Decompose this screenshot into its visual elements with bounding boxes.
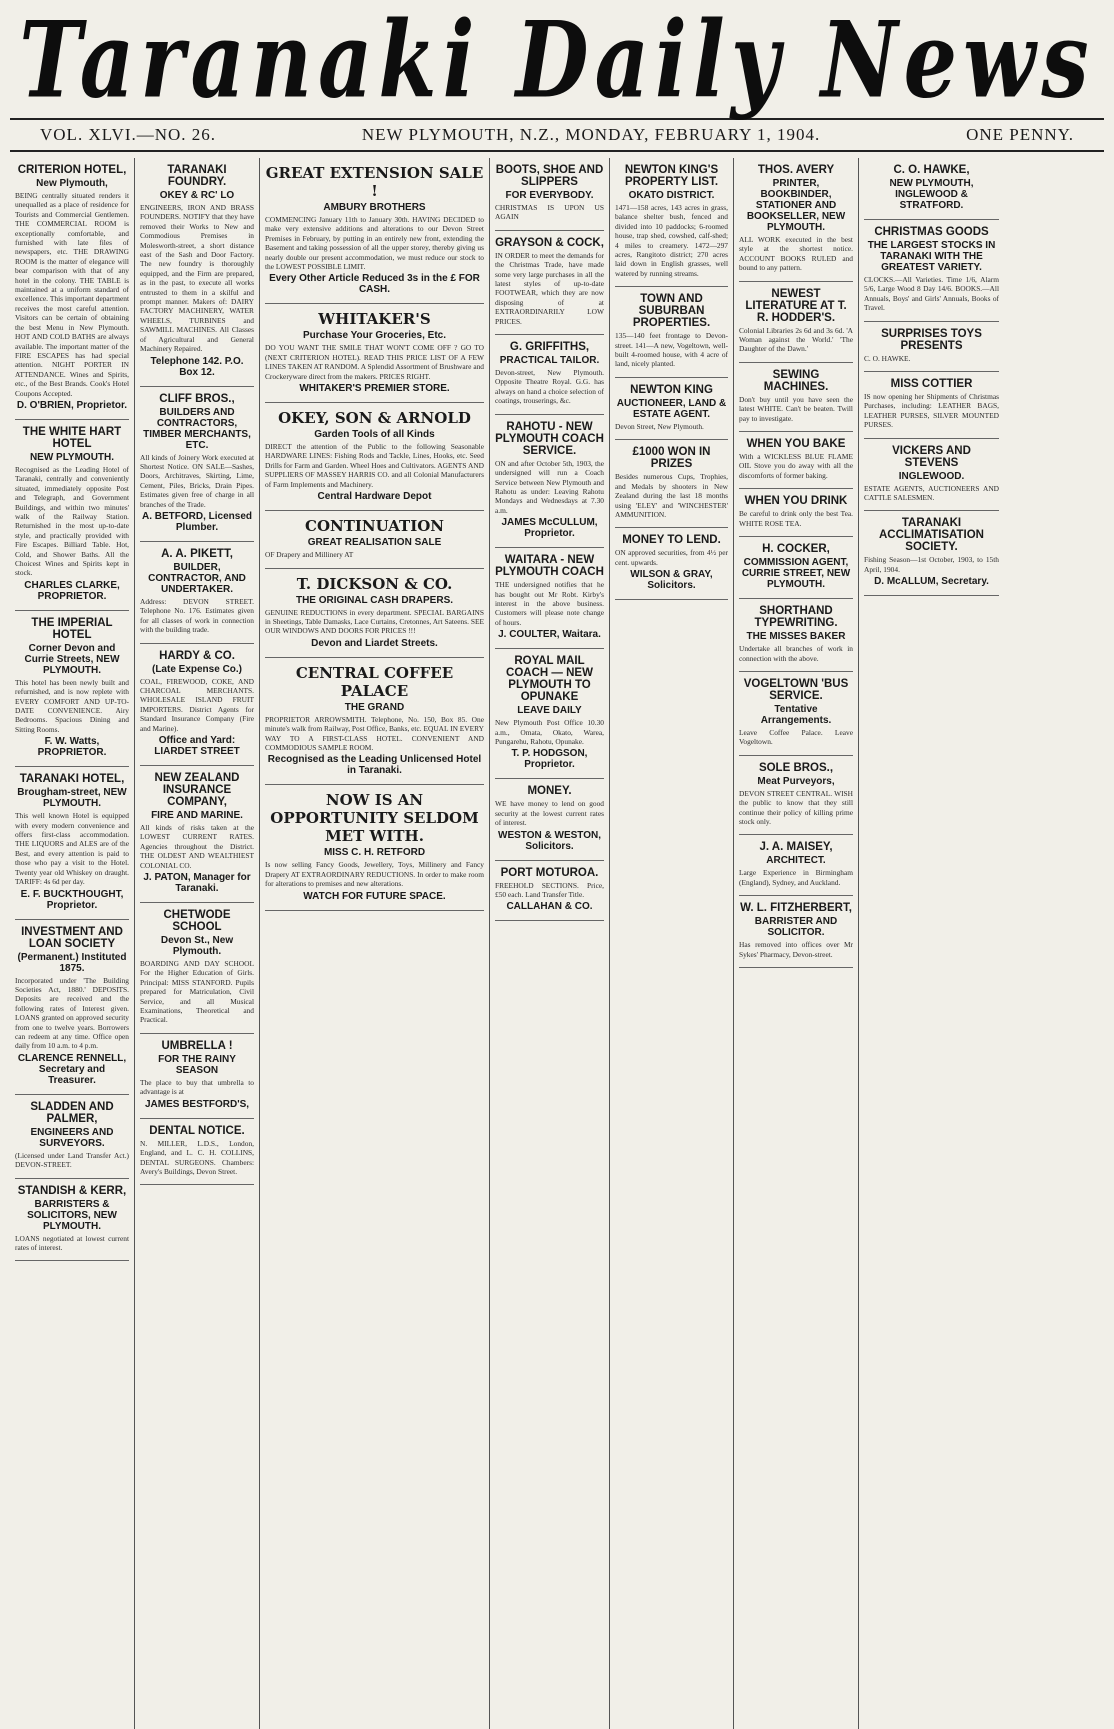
masthead <box>10 0 1104 121</box>
column-7 <box>859 158 1004 1729</box>
ad-subheading: INGLEWOOD. <box>898 470 965 482</box>
ad-subheading: Garden Tools of all Kinds <box>314 429 435 441</box>
ad-subheading: OKATO DISTRICT. <box>628 190 715 201</box>
advertisement <box>495 779 604 860</box>
ad-body: Devon-street, New Plymouth. Opposite Theatre Royal. G.G. has always on hand a choice selection of coatings, trouserings, &c. <box>495 368 604 406</box>
ad-subheading: THE MISSES BAKER <box>746 631 846 643</box>
ad-subheading: FIRE AND MARINE. <box>151 810 243 821</box>
ad-body: BEING centrally situated renders it unequalled as a place of residence for Tourists and Commercial Gentlemen. THE COMMERCIAL ROOM is exceptionally comfortable, and furnished with late files of newspapers, etc. THE DRAWING ROOM is the matter of elegance will bear comparison with that of any hotel in the colony. THE TABLE is maintained at a uniform standard of excellence. This important department receives the most careful attention. Visitors can be certain of obtaining the best Menu in New Plymouth. HOT AND COLD BATHS are always available. The important matter of the FIRE ESCAPES has had special attention. NIGHT PORTER IN ATTENDANCE. Wines and Spirits, etc., of the Best Brands. Cook's Hotel Coupons Accepted. <box>15 191 129 398</box>
ad-signature: WESTON & WESTON, Solicitors. <box>498 829 601 852</box>
advertisement <box>15 920 129 1095</box>
ad-heading: TARANAKI HOTEL, <box>19 773 125 786</box>
ad-heading: VICKERS AND STEVENS <box>892 444 971 469</box>
ad-body: FREEHOLD SECTIONS. Price, £50 each. Land Transfer Title. <box>495 880 604 899</box>
advertisement <box>739 756 853 836</box>
advertisement <box>15 158 129 420</box>
ad-heading: W. L. FITZHERBERT, <box>740 902 852 915</box>
column-2 <box>135 158 260 1729</box>
ad-signature: CLARENCE RENNELL, Secretary and Treasurer. <box>17 1052 127 1086</box>
ad-heading: VOGELTOWN 'BUS SERVICE. <box>743 677 849 702</box>
advertisement <box>739 158 853 282</box>
ad-body: COAL, FIREWOOD, COKE, AND CHARCOAL MERCHANTS. WHOLESALE ISLAND FRUIT IMPORTERS. District Agents for Standard Insurance Company (Fire and Marine). <box>140 676 254 733</box>
advertisement <box>140 158 254 387</box>
ad-subheading: Meat Purveyors, <box>757 775 835 787</box>
ad-heading: SEWING MACHINES. <box>763 368 829 393</box>
ad-subheading: MISS C. H. RETFORD <box>323 847 426 859</box>
ad-body: Leave Coffee Palace. Leave Vogeltown. <box>739 727 853 747</box>
ad-signature: D. O'BRIEN, Proprietor. <box>16 399 128 411</box>
advertisement <box>265 158 484 304</box>
ad-body: New Plymouth Post Office 10.30 a.m., Omata, Okato, Warea, Pungarehu, Rahotu, Opunake. <box>495 718 604 746</box>
ad-signature: T. P. HODGSON, Proprietor. <box>511 748 588 771</box>
advertisement <box>15 1095 129 1179</box>
volume-number: VOL. XLVI.—NO. 26. <box>40 125 217 144</box>
ad-body: Large Experience in Birmingham (England), Sydney, and Auckland. <box>739 868 853 887</box>
ad-heading: TARANAKI FOUNDRY. <box>167 164 227 188</box>
ad-signature: Recognised as the Leading Unlicensed Hotel in Taranaki. <box>267 754 482 777</box>
ad-body: Devon Street, New Plymouth. <box>615 421 704 431</box>
ad-body: ENGINEERS, IRON AND BRASS FOUNDERS. NOTIFY that they have removed their Works to New and Commodious Premises in Molesworth-street, a short distance east of the Sash and Door Factory. The new foundry is thoroughly equipped, and the Firm are prepared, as in the past, to execute all works entrusted to them in a skilful and prompt manner. Makers of: DAIRY FACTORY MACHINERY, WATER WHEELS, TURBINES and SAWMILL MACHINES. All Classes of Agricultural and General Machinery Repaired. <box>140 203 254 354</box>
ad-heading: MONEY. <box>527 785 572 798</box>
ad-subheading: NEW PLYMOUTH, INGLEWOOD & STRATFORD. <box>889 178 974 211</box>
ad-heading: THE IMPERIAL HOTEL <box>31 616 113 641</box>
ad-body: ALL WORK executed in the best style at the shortest notice. ACCOUNT BOOKS RULED and bound to any pattern. <box>739 235 853 273</box>
advertisement <box>140 766 254 903</box>
ad-heading: DENTAL NOTICE. <box>149 1124 245 1137</box>
advertisement <box>265 785 484 910</box>
advertisement <box>140 644 254 766</box>
advertisement <box>864 511 999 596</box>
ad-heading: THOS. AVERY <box>757 164 835 176</box>
ad-heading: SURPRISES TOYS PRESENTS <box>881 327 982 352</box>
ad-signature: Devon and Liardet Streets. <box>311 637 438 649</box>
ad-body: (Licensed under Land Transfer Act.) DEVON-STREET. <box>15 1150 129 1170</box>
ad-heading: RAHOTU - NEW PLYMOUTH COACH SERVICE. <box>495 420 604 457</box>
ad-heading: WHEN YOU DRINK <box>744 495 848 508</box>
columns <box>10 158 1104 1729</box>
advertisement <box>739 432 853 489</box>
ad-body: Has removed into offices over Mr Sykes' Pharmacy, Devon-street. <box>739 940 853 959</box>
advertisement <box>864 439 999 512</box>
ad-heading: C. O. HAWKE, <box>893 164 970 176</box>
ad-heading: CHETWODE SCHOOL <box>163 909 231 934</box>
ad-subheading: Purchase Your Groceries, Etc. <box>302 330 447 342</box>
ad-body: Colonial Libraries 2s 6d and 3s 6d. 'A Woman against the World.' 'The Daughter of the Dawn.' <box>739 325 853 354</box>
ad-body: CLOCKS.—All Varieties. Time 1/6, Alarm 5/6, Large Wood 8 Day 14/6. BOOKS.—All Annuals, Boys' and Girls' Annuals, Books of Travel. <box>864 275 999 313</box>
ad-subheading: AUCTIONEER, LAND & ESTATE AGENT. <box>616 397 727 420</box>
ad-heading: OKEY, SON & ARNOLD <box>278 409 471 428</box>
ad-body: The place to buy that umbrella to advantage is at <box>140 1077 254 1097</box>
ad-subheading: THE GRAND <box>344 701 405 713</box>
ad-subheading: Corner Devon and Currie Streets, NEW PLYMOUTH. <box>24 642 120 676</box>
ad-subheading: ENGINEERS AND SURVEYORS. <box>30 1126 114 1149</box>
ad-heading: MONEY TO LEND. <box>622 534 721 547</box>
ad-heading: WHEN YOU BAKE <box>746 438 846 451</box>
ad-body: ON approved securities, from 4½ per cent. upwards. <box>615 548 728 567</box>
advertisement <box>140 387 254 542</box>
ad-heading: SOLE BROS., <box>758 761 834 774</box>
ad-heading: BOOTS, SHOE AND SLIPPERS <box>495 164 604 188</box>
price: ONE PENNY. <box>966 125 1074 144</box>
ad-subheading: BARRISTER AND SOLICITOR. <box>754 916 838 939</box>
ad-subheading: New Plymouth, <box>36 178 108 189</box>
advertisement <box>15 611 129 767</box>
ad-heading: NEWTON KING <box>630 383 713 396</box>
ad-subheading: Brougham-street, NEW PLYMOUTH. <box>17 787 127 810</box>
ad-body: Is now selling Fancy Goods, Jewellery, Toys, Millinery and Fancy Drapery AT EXTRAORDINARY REDUCTIONS. In order to make room for alterations to premises and new alterations. <box>265 860 484 889</box>
ad-subheading: OKEY & RC' LO <box>159 190 235 201</box>
advertisement <box>140 542 254 644</box>
advertisement <box>265 511 484 568</box>
advertisement <box>864 220 999 322</box>
ad-signature: E. F. BUCKTHOUGHT, Proprietor. <box>20 888 124 911</box>
ad-subheading: Devon St., New Plymouth. <box>160 935 234 958</box>
ad-heading: MISS COTTIER <box>890 378 973 391</box>
ad-body: All kinds of risks taken at the LOWEST CURRENT RATES. Agencies throughout the District. THE OLDEST AND WEALTHIEST COLONIAL CO. <box>140 823 254 870</box>
ad-body: Be careful to drink only the best Tea. WHITE ROSE TEA. <box>739 509 853 528</box>
ad-body: IN ORDER to meet the demands for the Christmas Trade, have made some very large purchases in all the latest styles of up-to-date FOOTWEAR, which they are now disposing of at EXTRAORDINARILY LOW PRICES. <box>495 250 604 326</box>
ad-heading: CHRISTMAS GOODS <box>874 226 989 238</box>
ad-heading: CRITERION HOTEL, <box>17 164 127 176</box>
advertisement <box>615 440 728 528</box>
ad-heading: NEWEST LITERATURE AT T. R. HODDER'S. <box>745 287 847 324</box>
ad-subheading: THE ORIGINAL CASH DRAPERS. <box>295 594 454 606</box>
ad-subheading: AMBURY BROTHERS <box>323 202 426 213</box>
ad-heading: PORT MOTUROA. <box>500 866 599 879</box>
advertisement <box>615 287 728 378</box>
ad-heading: UMBRELLA ! <box>161 1039 233 1052</box>
column-4 <box>490 158 610 1729</box>
ad-body: WE have money to lend on good security at the lowest current rates of interest. <box>495 799 604 828</box>
ad-signature: Every Other Article Reduced 3s in the £ FOR CASH. <box>269 273 480 296</box>
ad-heading: SLADDEN AND PALMER, <box>30 1100 114 1125</box>
ad-body: THE undersigned notifies that he has bought out Mr Robt. Kirby's interest in the above business. Customers will please note change of hours. <box>495 580 604 627</box>
advertisement <box>739 599 853 672</box>
advertisement <box>739 537 853 599</box>
ad-body: OF Drapery and Millinery AT <box>265 550 354 560</box>
ad-heading: TARANAKI ACCLIMATISATION SOCIETY. <box>879 517 984 554</box>
column-5 <box>610 158 734 1729</box>
ad-signature: JAMES McCULLUM, Proprietor. <box>501 517 598 540</box>
ad-body: GENUINE REDUCTIONS in every department. SPECIAL BARGAINS in Sheetings, Table Damasks, Lace Curtains, Cretonnes, Art Sateens. SEE OUR WINDOWS AND DOORS FOR PRICES !!! <box>265 607 484 636</box>
ad-heading: CONTINUATION <box>305 517 444 536</box>
ad-heading: ROYAL MAIL COACH — NEW PLYMOUTH TO OPUNAKE <box>506 655 593 704</box>
ad-body: This hotel has been newly built and refurnished, and is now replete with EVERY COMFORT AND UP-TO-DATE CONVENIENCE. Airy Bedrooms. Spacious Dining and Sitting Rooms. <box>15 677 129 734</box>
ad-body: Fishing Season—1st October, 1903, to 15th April, 1904. <box>864 555 999 574</box>
advertisement <box>140 903 254 1034</box>
ad-subheading: FOR EVERYBODY. <box>505 190 594 201</box>
advertisement <box>739 835 853 896</box>
ad-body: This well known Hotel is equipped with every modern convenience and offers first-class accommodation. THE LIQUORS and ALES are of the Best, and every attention is paid to those who pay a visit to the Hotel. Twenty year old Whiskey on draught. TARIFF: 4s 6d per day. <box>15 811 129 887</box>
ad-heading: GREAT EXTENSION SALE ! <box>265 164 484 200</box>
ad-signature: WATCH FOR FUTURE SPACE. <box>303 890 446 902</box>
advertisement <box>739 489 853 537</box>
ad-subheading: BUILDER, CONTRACTOR, AND UNDERTAKER. <box>148 561 246 595</box>
ad-subheading: COMMISSION AGENT, CURRIE STREET, NEW PLYMOUTH. <box>741 557 851 591</box>
newspaper-title: Taranaki Daily News <box>19 0 1095 121</box>
column-6 <box>734 158 859 1729</box>
advertisement <box>864 158 999 220</box>
ad-body: ESTATE AGENTS, AUCTIONEERS AND CATTLE SALESMEN. <box>864 483 999 503</box>
advertisement <box>265 403 484 511</box>
ad-body: DO YOU WANT THE SMILE THAT WON'T COME OFF ? GO TO (NEXT CRITERION HOTEL). READ THIS PRICE LIST OF A FEW LINES TAKEN AT RANDOM. A Splendid Assortment of Brushware and Crockeryware direct from the makers. PRICES RIGHT. <box>265 343 484 381</box>
ad-heading: G. GRIFFITHS, <box>509 341 590 354</box>
ad-signature: Telephone 142. P.O. Box 12. <box>150 355 244 378</box>
ad-heading: HARDY & CO. <box>159 649 235 662</box>
ad-body: Undertake all branches of work in connection with the above. <box>739 644 853 663</box>
ad-signature: WILSON & GRAY, Solicitors. <box>630 569 713 592</box>
ad-body: COMMENCING January 11th to January 30th. HAVING DECIDED to make very extensive additions and alterations to our Devon Street Premises in February, by putting in an entirely new front, extending the Basement and taking possession of all the upper storey, thereby giving us nearly double our present accommodation, we must reduce our stock to the LOWEST POSSIBLE LIMIT. <box>265 215 484 272</box>
newspaper-page <box>10 0 1104 1729</box>
ad-body: PROPRIETOR ARROWSMITH. Telephone, No. 150, Box 85. One minute's walk from Railway, Post Office, Banks, etc. EQUAL IN EVERY WAY TO A FIRST-CLASS HOTEL. CONVENIENT AND COMMODIOUS SAMPLE ROOM. <box>265 714 484 752</box>
advertisement <box>495 335 604 415</box>
advertisement <box>495 231 604 335</box>
ad-body: Don't buy until you have seen the latest WHITE. Can't be beaten. Twill pay to investigate. <box>739 394 853 423</box>
ad-body: Besides numerous Cups, Trophies, and Medals by shooters in New Zealand during the last 18 months using 'ELEY' and 'WINCHESTER' AMMUNITION. <box>615 472 728 519</box>
advertisement <box>15 420 129 611</box>
ad-signature: J. PATON, Manager for Taranaki. <box>143 872 251 895</box>
advertisement <box>15 767 129 919</box>
ad-subheading: NEW PLYMOUTH. <box>29 451 115 463</box>
ad-heading: SHORTHAND TYPEWRITING. <box>754 605 838 630</box>
place-and-date: NEW PLYMOUTH, N.Z., MONDAY, FEBRUARY 1, 1904. <box>361 125 821 144</box>
advertisement <box>739 363 853 432</box>
ad-subheading: Tentative Arrangements. <box>760 703 832 726</box>
advertisement <box>265 304 484 403</box>
ad-subheading: BUILDERS AND CONTRACTORS, TIMBER MERCHANTS, ETC. <box>143 406 251 451</box>
ad-heading: A. A. PIKETT, <box>161 547 233 560</box>
advertisement <box>140 1119 254 1186</box>
ad-heading: £1000 WON IN PRIZES <box>632 446 711 471</box>
ad-heading: J. A. MAISEY, <box>759 841 833 854</box>
ad-body: LOANS negotiated at lowest current rates of interest. <box>15 1233 129 1252</box>
ad-signature: Central Hardware Depot <box>317 491 432 503</box>
ad-subheading: PRINTER, BOOKBINDER, STATIONER AND BOOKSELLER, NEW PLYMOUTH. <box>746 178 846 233</box>
ad-body: C. O. HAWKE. <box>864 353 911 363</box>
ad-heading: CENTRAL COFFEE PALACE <box>295 663 454 700</box>
ad-signature: JAMES BESTFORD'S, <box>144 1098 250 1110</box>
ad-subheading: PRACTICAL TAILOR. <box>499 355 600 367</box>
ad-heading: TOWN AND SUBURBAN PROPERTIES. <box>632 293 711 330</box>
ad-body: All kinds of Joinery Work executed at Shortest Notice. ON SALE—Sashes, Doors, Architraves, Skirting, Lime, Cement, Piles, Bricks, Drain Pipes. Estimates given free of charge in all branches of the Trade. <box>140 452 254 509</box>
ad-signature: CHARLES CLARKE, PROPRIETOR. <box>24 579 120 602</box>
advertisement <box>739 896 853 968</box>
advertisement <box>739 672 853 756</box>
ad-body: ON and after October 5th, 1903, the undersigned will run a Coach Service between New Plymouth and Rahotu as under: Leaving Rahotu Mondays and Wednesdays at 7.30 a.m. <box>495 458 604 515</box>
advertisement <box>739 282 853 363</box>
advertisement <box>615 378 728 440</box>
ad-body: IS now opening her Shipments of Christmas Purchases, including: LEATHER BAGS, LEATHER PURSES, SILVER MOUNTED PURSES. <box>864 392 999 430</box>
advertisement <box>15 1179 129 1262</box>
ad-body: N. MILLER, L.D.S., London, England, and L. C. H. COLLINS, DENTAL SURGEONS. Chambers: Avery's Buildings, Devon Street. <box>140 1138 254 1176</box>
ad-signature: A. BETFORD, Licensed Plumber. <box>141 510 252 533</box>
ad-heading: THE WHITE HART HOTEL <box>22 425 122 450</box>
ad-body: Incorporated under 'The Building Societies Act, 1880.' DEPOSITS. Deposits are received and the following rates of Interest given. LOANS granted on approved security from one to twelve years. Borrowers can redeem at any time. Office open daily from 10 a.m. to 4 p.m. <box>15 975 129 1051</box>
ad-subheading: GREAT REALISATION SALE <box>307 537 442 549</box>
advertisement <box>265 569 484 658</box>
ad-heading: WAITARA - NEW PLYMOUTH COACH <box>495 554 604 579</box>
ad-heading: STANDISH & KERR, <box>17 1184 127 1197</box>
advertisement <box>495 158 604 231</box>
ad-signature: F. W. Watts, PROPRIETOR. <box>37 736 107 759</box>
ad-signature: Office and Yard: LIARDET STREET <box>154 735 240 757</box>
ad-heading: NEW ZEALAND INSURANCE COMPANY, <box>154 772 240 808</box>
ad-signature: CALLAHAN & CO. <box>506 901 593 913</box>
ad-body: Recognised as the Leading Hotel of Taranaki, centrally and conveniently situated, immediately opposite Post and Telegraph, and Government Buildings, and within two minutes' walk of the Railway Station. Returnished in the most up-to-date style, and practically provided with Fire Escapes. Billiard Table. Hot, Cold, and Shower Baths. All the Choicest Wines and Spirits kept in stock. <box>15 464 129 578</box>
column-3 <box>260 158 490 1729</box>
advertisement <box>140 1034 254 1119</box>
ad-subheading: FOR THE RAINY SEASON <box>158 1053 236 1076</box>
ad-subheading: THE LARGEST STOCKS IN TARANAKI WITH THE GREATEST VARIETY. <box>867 240 996 273</box>
ad-subheading: LEAVE DAILY <box>517 705 582 717</box>
dateline <box>10 118 1104 152</box>
ad-body: Address: DEVON STREET. Telephone No. 176. Estimates given for all classes of work in connection with the building trade. <box>140 596 254 635</box>
ad-heading: H. COCKER, <box>762 543 830 556</box>
ad-body: 1471—158 acres, 143 acres in grass, balance shelter bush, fenced and divided into 10 paddocks; 6-roomed house, trap shed, cowshed, calf-shed; 4 miles to creamery. 1472—297 acres, Rangitoto district; 270 acres laid down in English grasses, well watered by running streams. <box>615 203 728 278</box>
ad-signature: J. COULTER, Waitara. <box>498 629 601 641</box>
ad-heading: NOW IS AN OPPORTUNITY SELDOM MET WITH. <box>270 791 479 846</box>
advertisement <box>864 322 999 372</box>
ad-heading: WHITAKER'S <box>318 310 431 329</box>
ad-body: CHRISTMAS IS UPON US AGAIN <box>495 203 604 222</box>
advertisement <box>615 158 728 287</box>
ad-heading: T. DICKSON & CO. <box>296 574 453 593</box>
ad-body: BOARDING AND DAY SCHOOL For the Higher Education of Girls. Principal: MISS STANFORD. Pupils prepared for Matriculation, Civil Service, and all Musical Examinations, Theoretical and Practical. <box>140 959 254 1025</box>
advertisement <box>265 658 484 786</box>
advertisement <box>495 649 604 779</box>
ad-signature: D. McALLUM, Secretary. <box>874 576 989 588</box>
ad-heading: CLIFF BROS., <box>159 392 235 405</box>
column-1 <box>10 158 135 1729</box>
ad-body: 135—140 feet frontage to Devon-street. 141—A new, Vogeltown, well-built 4-roomed house, with 4 acre of land, nicely planted. <box>615 331 728 369</box>
ad-subheading: (Late Expense Co.) <box>151 663 243 675</box>
ad-subheading: ARCHITECT. <box>766 855 826 867</box>
advertisement <box>495 548 604 649</box>
ad-subheading: BARRISTERS & SOLICITORS, NEW PLYMOUTH. <box>27 1198 117 1232</box>
ad-body: With a WICKLESS BLUE FLAME OIL Stove you do away with all the discomforts of former baking. <box>739 452 853 480</box>
ad-heading: GRAYSON & COCK, <box>495 236 604 249</box>
ad-signature: WHITAKER'S PREMIER STORE. <box>299 383 450 395</box>
ad-heading: NEWTON KING'S PROPERTY LIST. <box>624 164 719 188</box>
ad-subheading: (Permanent.) Instituted 1875. <box>17 951 127 974</box>
advertisement <box>615 528 728 600</box>
ad-body: DIRECT the attention of the Public to the following Seasonable HARDWARE LINES: Fishing Rods and Tackle, Lines, Hooks, etc. Seed Drills for Farm and Garden. Wheel Hoes and Cultivators. AGENTS AND SUPPLIERS OF MASSEY HARRIS CO. and all Colonial Manufacturers of Farm Implements and Machinery. <box>265 442 484 489</box>
advertisement <box>495 415 604 548</box>
ad-heading: INVESTMENT AND LOAN SOCIETY <box>21 925 123 950</box>
ad-body: DEVON STREET CENTRAL. WISH the public to know that they still continue their policy of killing prime stock only. <box>739 788 853 826</box>
advertisement <box>495 861 604 922</box>
advertisement <box>864 372 999 439</box>
